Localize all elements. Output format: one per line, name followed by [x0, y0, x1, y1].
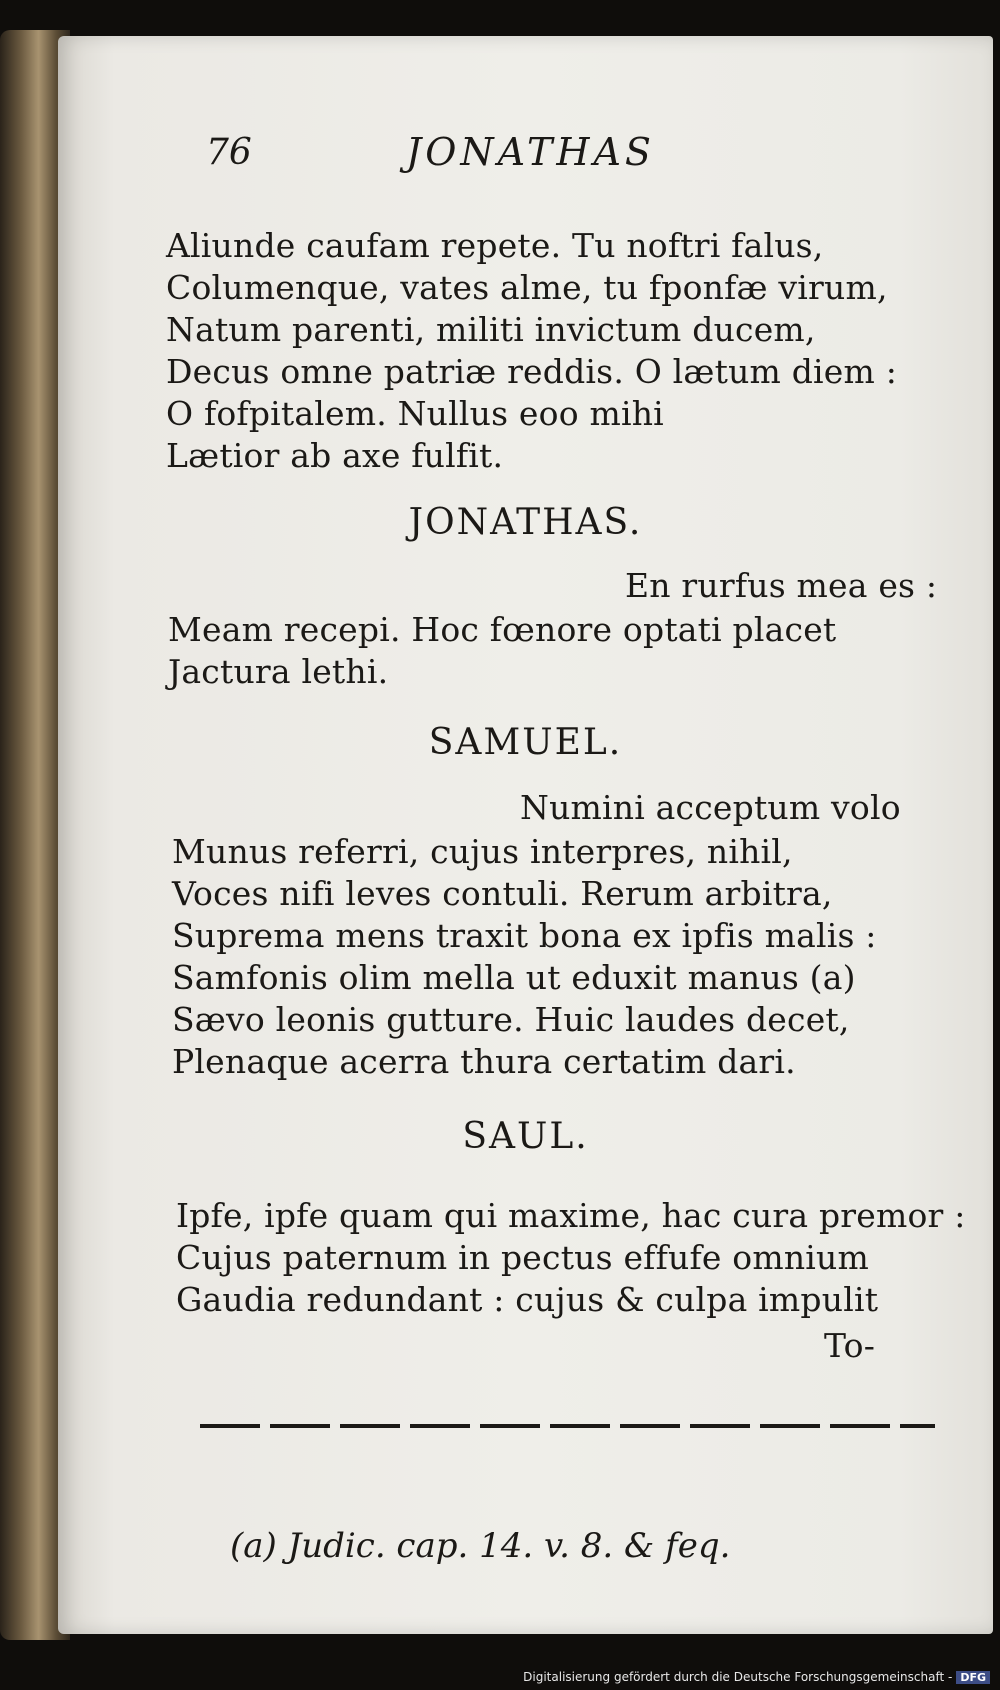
speaker-heading: JONATHAS.: [408, 502, 643, 543]
verse-line: Samfonis olim mella ut eduxit manus (a): [172, 958, 856, 997]
verse-line: Ipfe, ipfe quam qui maxime, hac cura premor :: [176, 1196, 966, 1235]
verse-line: Sævo leonis gutture. Huic laudes decet,: [172, 1000, 850, 1039]
running-title: JONATHAS: [406, 130, 655, 174]
dfg-logo-icon: DFG: [956, 1671, 990, 1684]
verse-line: Gaudia redundant : cujus & culpa impulit: [176, 1280, 879, 1319]
speaker-heading: SAUL.: [462, 1116, 589, 1157]
verse-line: Jactura lethi.: [168, 652, 389, 691]
speaker-heading: SAMUEL.: [428, 722, 623, 763]
footnote-rule: [200, 1424, 935, 1428]
verse-line: Natum parenti, militi invictum ducem,: [166, 310, 816, 349]
page-number: 76: [206, 132, 252, 173]
verse-line: Columenque, vates alme, tu fponfæ virum,: [166, 268, 888, 307]
verse-line: Decus omne patriæ reddis. O lætum diem :: [166, 352, 898, 391]
verse-line: O fofpitalem. Nullus eoo mihi: [166, 394, 664, 433]
verse-line: Plenaque acerra thura certatim dari.: [172, 1042, 796, 1081]
verse-line: Aliunde caufam repete. Tu noftri falus,: [166, 226, 824, 265]
digitization-credit: [523, 1670, 990, 1684]
verse-line: Suprema mens traxit bona ex ipfis malis :: [172, 916, 877, 955]
verse-line: Lætior ab axe fulfit.: [166, 436, 504, 475]
verse-line: Munus referri, cujus interpres, nihil,: [172, 832, 793, 871]
footnote: (a) Judic. cap. 14. v. 8. & feq.: [230, 1526, 731, 1566]
book-page: [58, 36, 993, 1634]
verse-line: Cujus paternum in pectus effufe omnium: [176, 1238, 869, 1277]
verse-line: Meam recepi. Hoc fœnore optati placet: [168, 610, 837, 649]
catchword: To-: [824, 1326, 876, 1365]
credit-text: Digitalisierung gefördert durch die Deutsche Forschungsgemeinschaft -: [523, 1670, 953, 1684]
verse-line: Numini acceptum volo: [520, 788, 901, 827]
verse-line: En rurfus mea es :: [625, 566, 938, 605]
verse-line: Voces nifi leves contuli. Rerum arbitra,: [172, 874, 833, 913]
